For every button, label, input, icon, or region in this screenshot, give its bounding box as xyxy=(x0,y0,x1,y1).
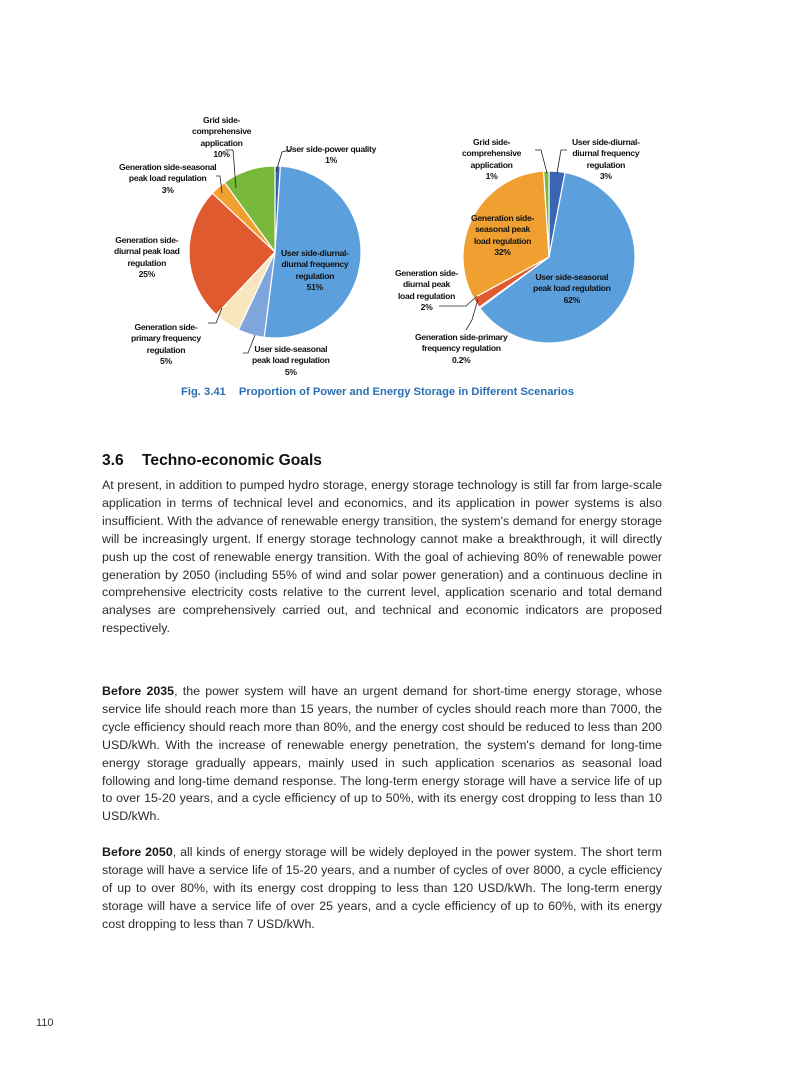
label-line: diurnal frequency xyxy=(572,148,640,159)
label-right-user-seasonal xyxy=(533,272,611,306)
label-line: regulation xyxy=(295,270,335,281)
label-line: User side-seasonal xyxy=(535,272,609,282)
label-line: primary frequency xyxy=(131,333,201,344)
paragraph-body: , the power system will have an urgent demand for short-time energy storage, whose service life should reach more than 15 years, the number of cycles should reach more than 7000, the cycle efficiency should reach more than 80%, and the energy cost should be reduced to less than 200 USD/kWh. With the increase of renewable energy penetration, the system's demand for long-time energy storage gradually appears, mainly used in such application scenarios as seasonal load following and long-time demand response. The long-term energy storage will have a service life of up to over 15-20 years, and a cycle efficiency of up to 50%, with its energy cost dropping to less than 10 USD/kWh. xyxy=(102,684,662,824)
section-title: Techno-economic Goals xyxy=(142,452,322,469)
figure-pie-charts xyxy=(0,0,793,420)
figure-number: Fig. 3.41 xyxy=(181,386,226,398)
pie-charts-svg xyxy=(0,0,793,420)
label-value: 1% xyxy=(485,170,498,181)
label-line: application xyxy=(470,159,513,170)
paragraph-before-2035 xyxy=(102,683,662,826)
section-heading xyxy=(102,452,322,470)
label-line: Generation side- xyxy=(134,322,198,332)
label-line: regulation xyxy=(127,257,167,268)
label-line: comprehensive xyxy=(192,126,252,137)
label-line: Grid side- xyxy=(203,115,241,125)
label-line: User side-power quality xyxy=(286,144,377,154)
label-line: User side-diurnal- xyxy=(572,137,640,147)
label-left-grid xyxy=(192,115,251,160)
label-line: diurnal peak load xyxy=(114,246,180,257)
label-value: 0.2% xyxy=(452,354,471,365)
label-value: 5% xyxy=(284,366,297,377)
paragraph-lead: Before 2035 xyxy=(102,684,175,698)
label-value: 3% xyxy=(161,184,174,195)
label-value: 10% xyxy=(213,148,230,159)
section-number: 3.6 xyxy=(102,452,124,469)
label-left-gen-diurnal xyxy=(114,235,180,280)
label-line: frequency regulation xyxy=(421,343,501,354)
label-left-gen-primary xyxy=(131,322,201,367)
label-line: regulation xyxy=(586,159,626,170)
label-line: peak load regulation xyxy=(128,173,207,184)
label-line: Generation side- xyxy=(395,268,459,278)
label-line: User side-seasonal xyxy=(254,344,328,354)
label-line: load regulation xyxy=(397,290,456,301)
label-left-user-power-quality xyxy=(286,144,376,167)
label-right-gen-diurnal xyxy=(395,268,458,313)
figure-caption xyxy=(181,386,574,398)
label-value: 62% xyxy=(563,294,580,305)
paragraph-before-2050 xyxy=(102,844,662,934)
label-left-gen-seasonal xyxy=(119,162,216,196)
label-line: Generation side-seasonal xyxy=(119,162,217,172)
label-line: User side-diurnal- xyxy=(281,248,349,258)
label-line: Grid side- xyxy=(473,137,511,147)
label-line: regulation xyxy=(146,344,186,355)
label-line: application xyxy=(200,137,243,148)
label-left-user-diurnal xyxy=(281,248,349,293)
label-value: 51% xyxy=(306,281,323,292)
paragraph-intro: At present, in addition to pumped hydro storage, energy storage technology is still far from large-scale application in terms of technical level and economics, and its application in power systems is also insufficient. With the advance of renewable energy transition, the system's demand for energy storage will be increasingly urgent. If energy storage technology cannot make a breakthrough, it will directly push up the cost of renewable energy transition. With the goal of achieving 80% of renewable power generation by 2050 (including 55% of wind and solar power generation) and a continuous decline in comprehensive electricity costs relative to the current level, application scenario and total demand analyses are comprehensively carried out, and technical and economic indicators are proposed respectively. xyxy=(102,478,662,636)
label-right-user-diurnal xyxy=(572,137,640,182)
label-left-user-seasonal xyxy=(252,344,330,378)
label-value: 1% xyxy=(325,155,337,166)
paragraph-body: , all kinds of energy storage will be widely deployed in the power system. The short term storage will have a service life of 15-20 years, and a number of cycles of over 8000, a cycle efficiency of up to over 80%, with its energy cost dropping to less than 120 USD/kWh. The long-term energy storage will have a service life of over 25 years, and a cycle efficiency of up to 60%, with its energy cost dropping to less than 7 USD/kWh. xyxy=(102,845,662,931)
figure-caption-text: Proportion of Power and Energy Storage in Different Scenarios xyxy=(238,386,574,398)
label-line: peak load regulation xyxy=(252,355,330,366)
label-line: load regulation xyxy=(473,235,532,246)
label-value: 2% xyxy=(420,301,433,312)
label-line: Generation side-primary xyxy=(415,332,508,342)
label-line: diurnal peak xyxy=(402,279,451,290)
label-right-gen-seasonal xyxy=(471,213,534,258)
label-right-gen-primary xyxy=(415,332,507,366)
label-line: seasonal peak xyxy=(475,224,530,235)
label-line: peak load regulation xyxy=(533,283,611,294)
label-line: Generation side- xyxy=(471,213,535,223)
label-line: diurnal frequency xyxy=(281,259,349,270)
label-value: 3% xyxy=(599,170,612,181)
label-right-grid xyxy=(462,137,521,182)
label-value: 5% xyxy=(160,355,172,366)
label-line: Generation side- xyxy=(115,235,179,245)
label-value: 32% xyxy=(494,246,511,257)
paragraph-lead: Before 2050 xyxy=(102,845,173,859)
label-line: comprehensive xyxy=(462,148,522,159)
label-value: 25% xyxy=(138,268,155,279)
page-number: 110 xyxy=(36,1017,54,1029)
